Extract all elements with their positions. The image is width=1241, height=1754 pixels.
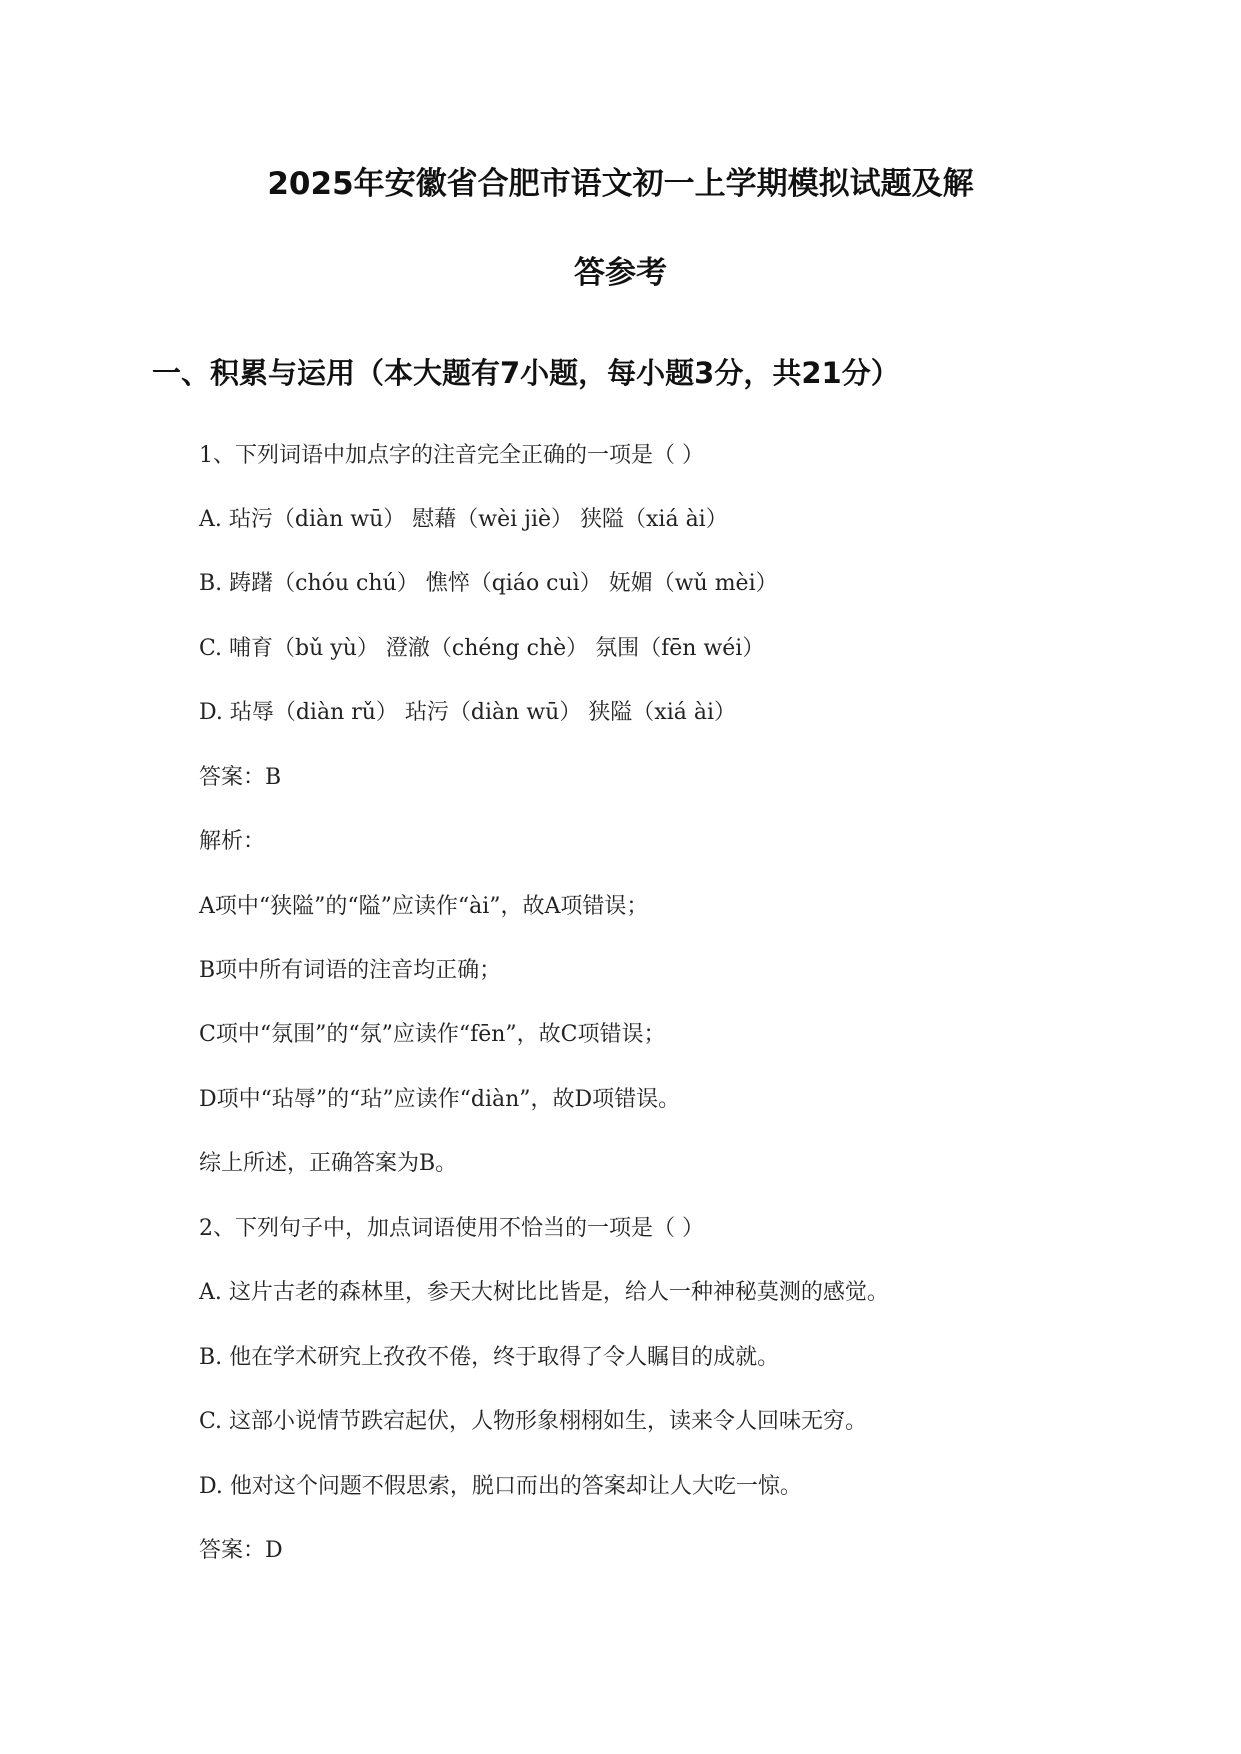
- question-1-conclusion: 综上所述，正确答案为B。: [199, 1151, 458, 1176]
- question-1-option-a: A. 玷污（diàn wū） 慰藉（wèi jiè） 狭隘（xiá ài）: [199, 507, 728, 532]
- question-1-analysis-a: A项中“狭隘”的“隘”应读作“ài”，故A项错误；: [199, 894, 649, 919]
- document-title-line-2: 答参考: [574, 255, 667, 291]
- question-1-analysis-label: 解析：: [199, 829, 266, 854]
- document-title-line-1: 2025年安徽省合肥市语文初一上学期模拟试题及解: [267, 166, 974, 202]
- question-1-option-c: C. 哺育（bǔ yù） 澄澈（chéng chè） 氛围（fēn wéi）: [199, 636, 765, 661]
- question-1-analysis-b: B项中所有词语的注音均正确；: [199, 958, 502, 983]
- section-heading: 一、积累与运用（本大题有7小题，每小题3分，共21分）: [152, 356, 900, 390]
- question-1-option-b: B. 踌躇（chóu chú） 憔悴（qiáo cuì） 妩媚（wǔ mèi）: [199, 571, 778, 596]
- question-2-option-a: A. 这片古老的森林里，参天大树比比皆是，给人一种神秘莫测的感觉。: [199, 1280, 889, 1305]
- question-2-option-c: C. 这部小说情节跌宕起伏，人物形象栩栩如生，读来令人回味无穷。: [199, 1409, 868, 1434]
- question-2-stem: 2、下列句子中，加点词语使用不恰当的一项是（ ）: [199, 1216, 704, 1241]
- question-1-stem: 1、下列词语中加点字的注音完全正确的一项是（ ）: [199, 443, 704, 468]
- question-1-analysis-c: C项中“氛围”的“氛”应读作“fēn”，故C项错误；: [199, 1022, 666, 1047]
- question-2-option-d: D. 他对这个问题不假思索，脱口而出的答案却让人大吃一惊。: [199, 1474, 802, 1499]
- question-1-analysis-d: D项中“玷辱”的“玷”应读作“diàn”，故D项错误。: [199, 1087, 681, 1112]
- question-1-answer: 答案：B: [199, 765, 282, 790]
- question-1-option-d: D. 玷辱（diàn rǔ） 玷污（diàn wū） 狭隘（xiá ài）: [199, 700, 737, 725]
- question-2-option-b: B. 他在学术研究上孜孜不倦，终于取得了令人瞩目的成就。: [199, 1345, 780, 1370]
- question-2-answer: 答案：D: [199, 1538, 283, 1563]
